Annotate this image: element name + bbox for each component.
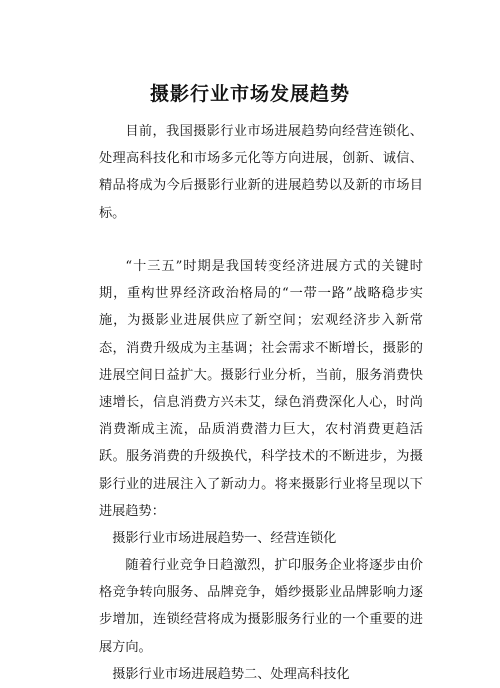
paragraph-trends: “十三五”时期是我国转变经济进展方式的关键时期，重构世界经济政治格局的“一带一路”战略稳步实施，为摄影业进展供应了新空间；宏观经济步入新常态，消费升级成为主基调；社会需求不断增长，摄影的进展空间日益扩大。摄影行业分析，当前，服务消费快速增长，信息消费方兴未艾，绿色消费深化人心，时尚消费渐成主流，品质消费潜力巨大，农村消费更趋活跃。服务消费的升级换代，科学技术的不断进步，为摄影行业的进展注入了新动力。将来摄影行业将呈现以下进展趋势： (99, 259, 423, 519)
section-heading-chain-operation: 摄影行业市场进展趋势一、经营连锁化 (112, 531, 337, 546)
paragraph-chain-operation: 随着行业竞争日趋激烈，扩印服务企业将逐步由价格竞争转向服务、品牌竞争，婚纱摄影业品牌影响力逐步增加，连锁经营将成为摄影服务行业的一个重要的进展方向。 (99, 558, 423, 655)
document-title: 摄影行业市场发展趋势 (149, 83, 350, 105)
section-heading-high-tech: 摄影行业市场进展趋势二、处理高科技化 (112, 667, 350, 682)
paragraph-intro: 目前，我国摄影行业市场进展趋势向经营连锁化、处理高科技化和市场多元化等方向进展，创新、诚信、精品将成为今后摄影行业新的进展趋势以及新的市场目标。 (99, 124, 423, 221)
